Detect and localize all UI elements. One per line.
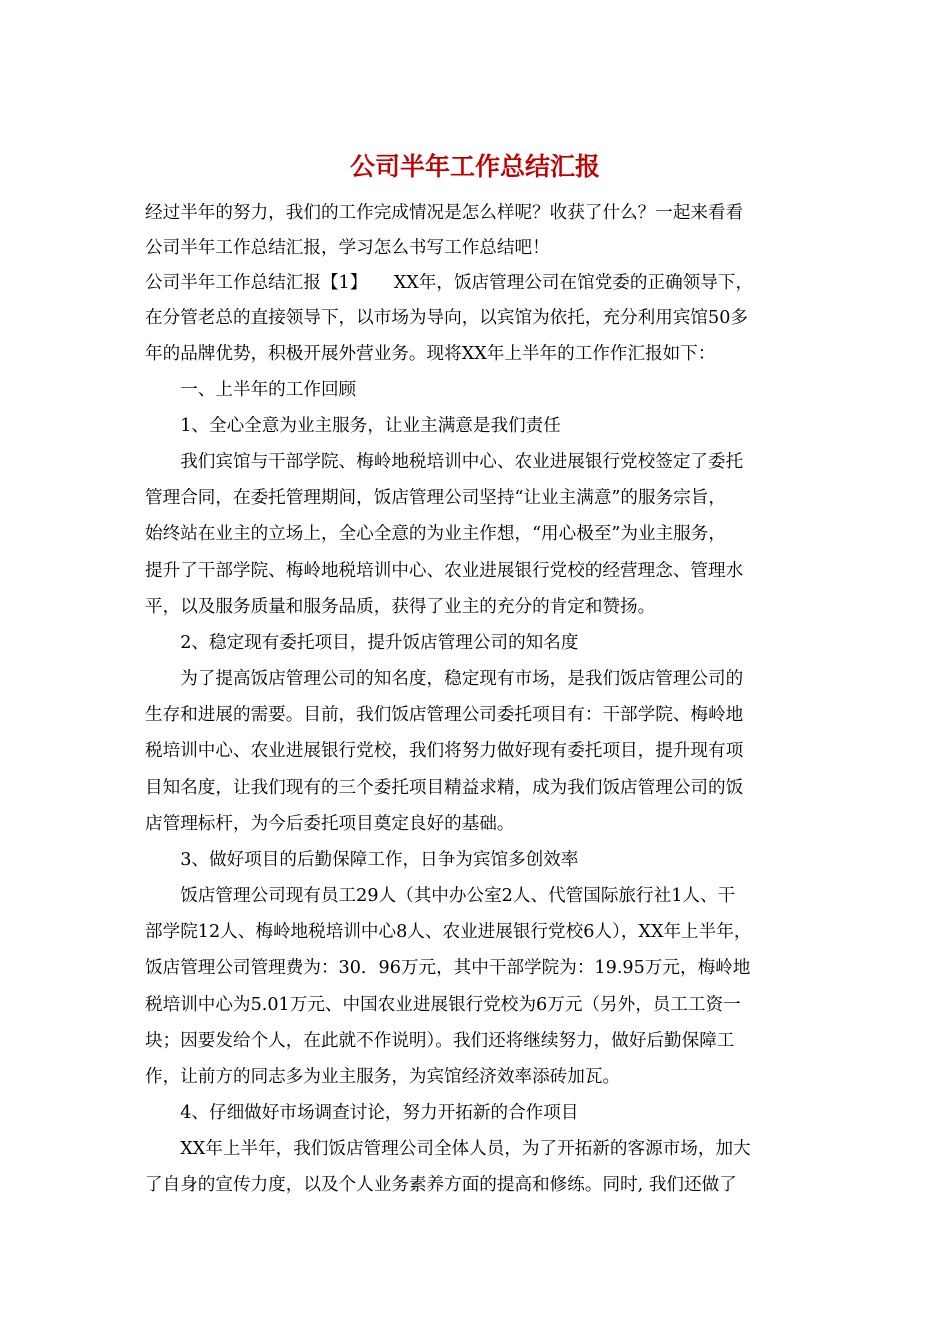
text-line: 经过半年的努力，我们的工作完成情况是怎么样呢？收获了什么？一起来看看 — [145, 203, 744, 223]
text-line: 税培训中心、农业进展银行党校，我们将努力做好现有委托项目，提升现有项 — [145, 741, 744, 761]
document-title: 公司半年工作总结汇报 — [349, 152, 600, 181]
text-line: 作，让前方的同志多为业主服务，为宾馆经济效率添砖加瓦。 — [145, 1067, 621, 1087]
text-line: 平，以及服务质量和服务品质，获得了业主的充分的肯定和赞扬。 — [145, 597, 656, 617]
text-line: 税培训中心为5.01万元、中国农业进展银行党校为6万元（另外，员工工资一 — [145, 995, 741, 1015]
text-line: XX年上半年，我们饭店管理公司全体人员，为了开拓新的客源市场，加大 — [145, 1139, 751, 1159]
text-line: 饭店管理公司现有员工29人（其中办公室2人、代管国际旅行社1人、干 — [145, 886, 736, 906]
text-line: 为了提高饭店管理公司的知名度，稳定现有市场，是我们饭店管理公司的 — [145, 669, 744, 689]
text-line: 块；因要发给个人，在此就不作说明）。我们还将继续努力，做好后勤保障工 — [145, 1031, 735, 1051]
text-line: 生存和进展的需要。目前，我们饭店管理公司委托项目有：干部学院、梅岭地 — [145, 705, 744, 725]
text-line: 提升了干部学院、梅岭地税培训中心、农业进展银行党校的经营理念、管理水 — [145, 561, 744, 581]
subsection-heading: 3、做好项目的后勤保障工作，日争为宾馆多创效率 — [145, 850, 579, 870]
text-line: 在分管老总的直接领导下，以市场为导向，以宾馆为依托，充分利用宾馆50多 — [145, 308, 748, 328]
text-line: 饭店管理公司管理费为：30．96万元，其中干部学院为：19.95万元，梅岭地 — [145, 958, 751, 978]
text-line: 目知名度，让我们现有的三个委托项目精益求精，成为我们饭店管理公司的饭 — [145, 778, 744, 798]
text-line: 管理合同，在委托管理期间，饭店管理公司坚持“让业主满意”的服务宗旨， — [145, 488, 726, 508]
subsection-heading: 2、稳定现有委托项目，提升饭店管理公司的知名度 — [145, 633, 579, 653]
text-line: 了自身的宣传力度，以及个人业务素养方面的提高和修练。同时, 我们还做了 — [145, 1175, 737, 1195]
text-line: 始终站在业主的立场上，全心全意的为业主作想，“用心极至”为业主服务， — [145, 524, 726, 544]
subsection-heading: 1、全心全意为业主服务，让业主满意是我们责任 — [145, 416, 561, 436]
text-line: 公司半年工作总结汇报，学习怎么书写工作总结吧！ — [145, 238, 550, 258]
subsection-heading: 4、仔细做好市场调查讨论，努力开拓新的合作项目 — [145, 1103, 579, 1123]
section-heading: 一、上半年的工作回顾 — [145, 380, 357, 400]
text-line: 部学院12人、梅岭地税培训中心8人、农业进展银行党校6人），XX年上半年， — [145, 922, 752, 942]
text-line: 店管理标杆，为今后委托项目奠定良好的基础。 — [145, 814, 515, 834]
text-line: 公司半年工作总结汇报【1】 XX年，饭店管理公司在馆党委的正确领导下， — [145, 273, 754, 293]
text-line: 年的品牌优势，积极开展外营业务。现将XX年上半年的工作作汇报如下： — [145, 344, 716, 364]
text-line: 我们宾馆与干部学院、梅岭地税培训中心、农业进展银行党校签定了委托 — [145, 452, 744, 472]
